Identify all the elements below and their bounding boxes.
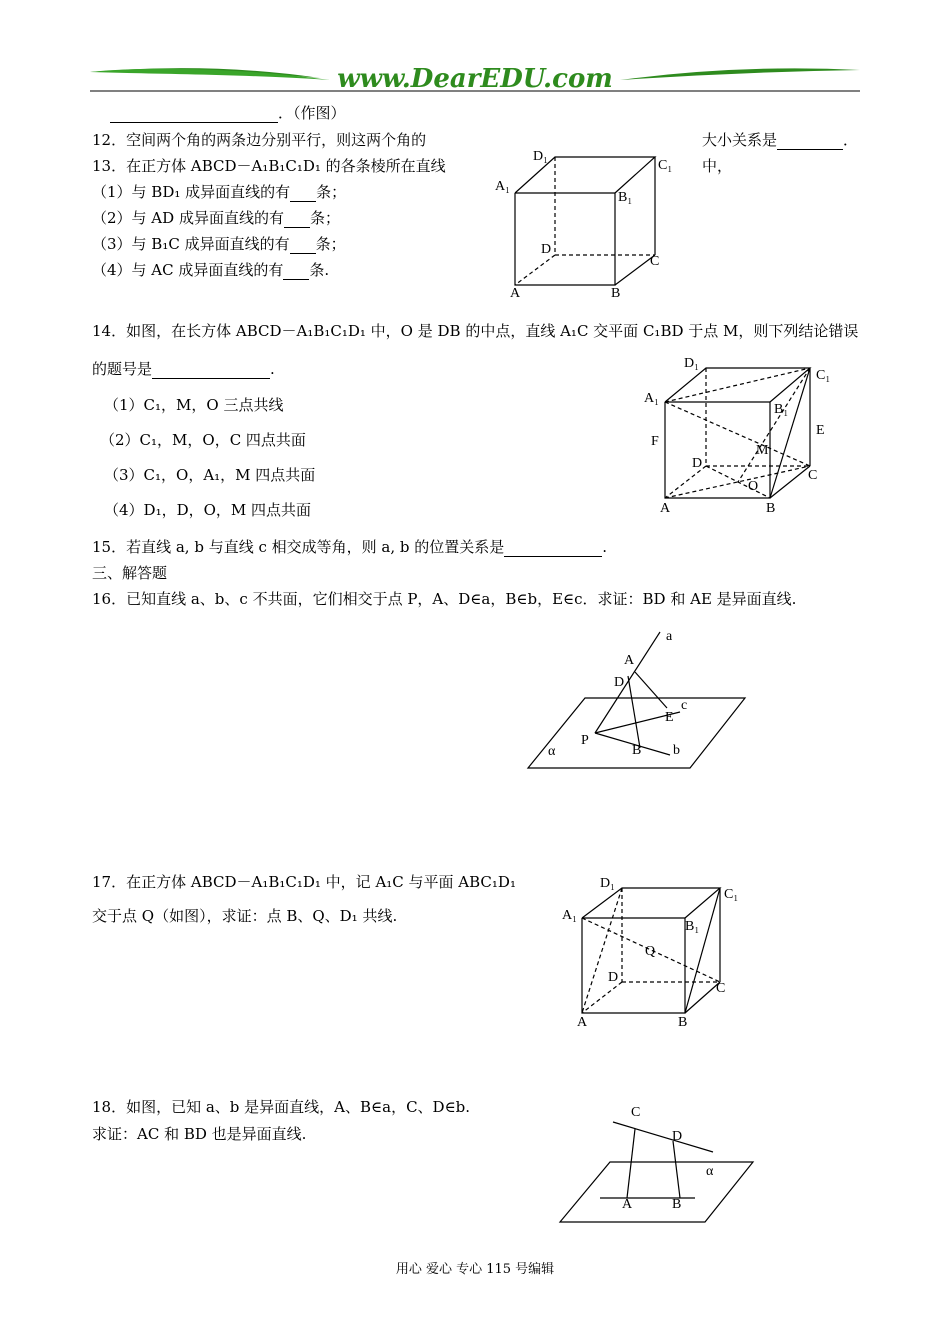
q13-item-1-post: 条；	[316, 183, 347, 201]
q14-stem2	[92, 359, 275, 379]
q11-blank	[110, 122, 278, 123]
label-A: A	[510, 286, 521, 301]
q12-blank	[777, 149, 843, 150]
site-logo	[90, 60, 860, 100]
q15-text-body: 15．若直线 a, b 与直线 c 相交成等角，则 a, b 的位置关系是	[92, 538, 505, 556]
q12-text: 12．空间两个角的两条边分别平行，则这两个角的	[92, 131, 427, 149]
label-E: E	[816, 423, 825, 438]
label-D: D	[541, 242, 552, 257]
q14-item-4: （4）D₁，D，O，M 四点共面	[104, 501, 312, 519]
q13-item-2-post: 条；	[309, 209, 340, 227]
q14-item-1: （1）C₁，M，O 三点共线	[104, 396, 284, 414]
q11-tail-text: ．（作图）	[278, 104, 346, 122]
q13-blank-4	[283, 279, 309, 280]
q13-item-4-post: 条.	[309, 261, 330, 279]
label-D: D	[614, 675, 625, 690]
label-A1: A₁	[644, 391, 659, 406]
label-D1: D₁	[533, 149, 548, 164]
q13-item-4-text: （4）与 AC 成异面直线的有	[92, 261, 284, 279]
label-A: A	[622, 1197, 633, 1212]
label-A: A	[577, 1015, 588, 1030]
q18-line1: 18．如图，已知 a、b 是异面直线，A、B∈a，C、D∈b.	[92, 1098, 471, 1116]
label-B1: B₁	[618, 190, 633, 205]
label-M: M	[756, 443, 769, 458]
label-D1: D₁	[600, 876, 615, 891]
q14-item-3: （3）C₁，O，A₁，M 四点共面	[104, 466, 316, 484]
q13-item-2	[92, 208, 340, 228]
q13-item-4	[92, 260, 329, 280]
label-B: B	[678, 1015, 688, 1030]
label-B: B	[672, 1197, 682, 1212]
q13-item-3	[92, 234, 346, 254]
label-D1: D₁	[684, 356, 699, 371]
label-C: C	[631, 1105, 641, 1120]
label-B: B	[632, 743, 642, 758]
label-a: a	[666, 629, 673, 644]
label-alpha: α	[706, 1164, 714, 1179]
label-B: B	[766, 501, 776, 516]
label-P: P	[581, 733, 589, 748]
label-C1: C₁	[658, 158, 673, 173]
q17-line1: 17．在正方体 ABCD－A₁B₁C₁D₁ 中，记 A₁C 与平面 ABC₁D₁	[92, 873, 516, 891]
q14-end: .	[270, 360, 275, 378]
q18-figure	[555, 1100, 765, 1230]
q16-figure	[520, 620, 760, 780]
q13-item-1-text: （1）与 BD₁ 成异面直线的有	[92, 183, 291, 201]
q16-text: 16．已知直线 a、b、c 不共面，它们相交于点 P，A、D∈a，B∈b，E∈c．求证：BD 和 AE 是异面直线.	[92, 590, 797, 608]
label-F: F	[651, 434, 659, 449]
label-C1: C₁	[816, 368, 831, 383]
label-O: O	[748, 479, 759, 494]
q12-tail	[702, 130, 858, 150]
label-Q: Q	[645, 944, 656, 959]
label-C1: C₁	[724, 887, 739, 902]
label-D: D	[692, 456, 703, 471]
q13-item-3-text: （3）与 B₁C 成异面直线的有	[92, 235, 290, 253]
q13-blank-3	[290, 253, 316, 254]
label-c: c	[681, 698, 688, 713]
label-B: B	[611, 286, 621, 301]
label-D: D	[608, 970, 619, 985]
label-A1: A₁	[562, 908, 577, 923]
section-3-title: 三、解答题	[92, 564, 168, 582]
q15-text	[92, 537, 607, 557]
q14-stem: 14．如图，在长方体 ABCD－A₁B₁C₁D₁ 中，O 是 DB 的中点，直线 A₁C 交平面 C₁BD 于点 M，则下列结论错误	[92, 322, 859, 340]
q13-stem: 13．在正方体 ABCD－A₁B₁C₁D₁ 的各条棱所在直线	[92, 157, 446, 175]
label-E: E	[665, 710, 674, 725]
q13-item-2-text: （2）与 AD 成异面直线的有	[92, 209, 284, 227]
label-A: A	[660, 501, 671, 516]
label-b: b	[673, 743, 680, 758]
logo-text: www.DearEDU.com	[337, 64, 613, 94]
label-B1: B₁	[774, 402, 789, 417]
label-A1: A₁	[495, 179, 510, 194]
q17-cube-figure	[560, 870, 750, 1030]
q17-line2: 交于点 Q（如图），求证：点 B、Q、D₁ 共线.	[92, 907, 398, 925]
q18-line2: 求证：AC 和 BD 也是异面直线.	[92, 1125, 307, 1143]
q15-end: .	[602, 538, 608, 556]
q13-item-1	[92, 182, 346, 202]
q15-blank	[504, 556, 602, 557]
label-C: C	[808, 468, 818, 483]
label-alpha: α	[548, 744, 556, 759]
label-A: A	[624, 653, 635, 668]
q13-blank-1	[290, 201, 316, 202]
q14-cuboid-figure	[640, 350, 840, 520]
q14-stem2-text: 的题号是	[92, 360, 153, 378]
q12-tail-text: 大小关系是	[702, 131, 778, 149]
label-B1: B₁	[685, 919, 700, 934]
label-C: C	[650, 254, 660, 269]
q12-end: ．	[843, 131, 859, 149]
q13-cube-figure	[490, 145, 690, 305]
label-C: C	[716, 981, 726, 996]
label-D: D	[672, 1129, 683, 1144]
page-footer: 用心 爱心 专心 115 号编辑	[395, 1262, 555, 1277]
q14-blank	[152, 378, 270, 379]
q13-item-3-post: 条；	[315, 235, 346, 253]
q13-blank-2	[284, 227, 310, 228]
q14-item-2: （2）C₁，M，O，C 四点共面	[100, 431, 306, 449]
q13-tail: 中，	[702, 157, 733, 175]
q11-tail	[110, 103, 346, 123]
